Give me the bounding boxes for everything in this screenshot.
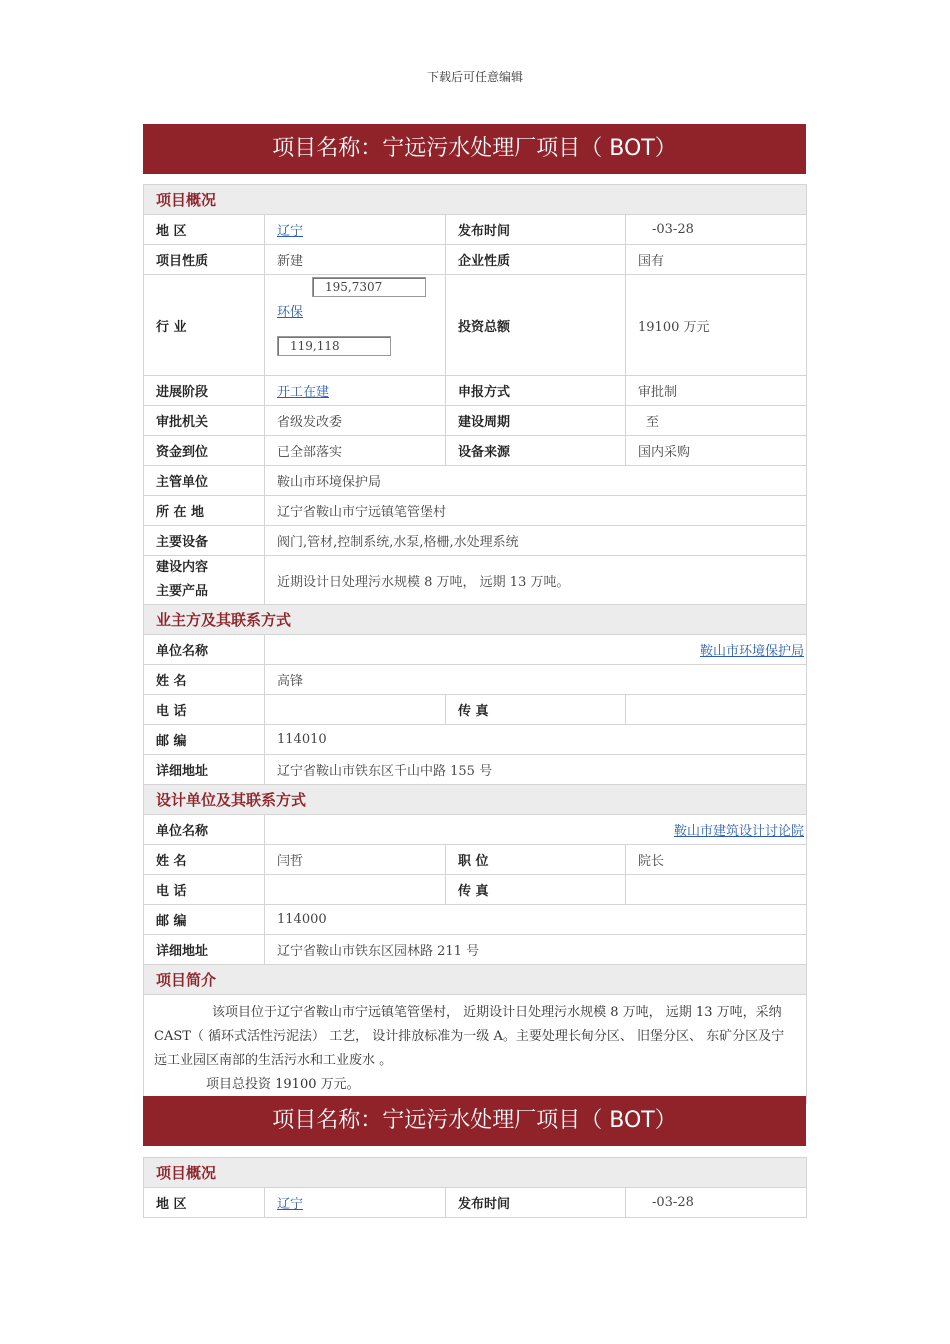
section-heading-owner: 业主方及其联系方式 — [144, 605, 807, 635]
section-heading-intro: 项目简介 — [144, 965, 807, 995]
location-label: 所 在 地 — [144, 496, 265, 526]
authority-label: 主管单位 — [144, 466, 265, 496]
section-heading-overview-repeat: 项目概况 — [144, 1158, 807, 1188]
equip-source-value: 国内采购 — [626, 436, 807, 466]
design-unit-label: 单位名称 — [144, 815, 265, 845]
design-zip-value: 114000 — [265, 905, 807, 935]
stage-label: 进展阶段 — [144, 376, 265, 406]
nature-value: 新建 — [265, 245, 446, 275]
page-header-note: 下载后可任意编辑 — [426, 70, 523, 84]
investment-label: 投资总额 — [446, 275, 626, 376]
region-link[interactable]: 辽宁 — [277, 224, 304, 239]
content-label — [144, 556, 265, 605]
design-phone-value — [265, 875, 446, 905]
owner-fax-label: 传 真 — [446, 695, 626, 725]
project-title-banner: 项目名称：宁远污水处理厂项目（ BOT） — [143, 124, 806, 174]
intro-paragraph-2: 项目总投资 19100 万元。 — [206, 1077, 360, 1092]
period-value: 至 — [626, 406, 807, 436]
owner-phone-label: 电 话 — [144, 695, 265, 725]
section-heading-overview: 项目概况 — [144, 185, 807, 215]
intro-body — [144, 995, 807, 1104]
section-heading-design: 设计单位及其联系方式 — [144, 785, 807, 815]
investment-value: 19100 万元 — [626, 275, 807, 376]
publish-time-value: -03-28 — [626, 215, 807, 245]
authority-value: 鞍山市环境保护局 — [265, 466, 807, 496]
content-label-line2: 主要产品 — [156, 584, 209, 599]
approval-label: 审批机关 — [144, 406, 265, 436]
design-fax-value — [626, 875, 807, 905]
owner-unit-link[interactable]: 鞍山市环境保护局 — [700, 644, 805, 659]
report-method-value: 审批制 — [626, 376, 807, 406]
design-unit-link[interactable]: 鞍山市建筑设计讨论院 — [674, 824, 805, 839]
design-position-label: 职 位 — [446, 845, 626, 875]
enterprise-label: 企业性质 — [446, 245, 626, 275]
region-link-repeat[interactable]: 辽宁 — [277, 1197, 304, 1212]
industry-label: 行 业 — [144, 275, 265, 376]
approval-value: 省级发改委 — [265, 406, 446, 436]
industry-code-box-2: 119,118 — [277, 336, 391, 356]
owner-phone-value — [265, 695, 446, 725]
enterprise-value: 国有 — [626, 245, 807, 275]
content-label-line1: 建设内容 — [156, 560, 209, 575]
funds-label: 资金到位 — [144, 436, 265, 466]
design-zip-label: 邮 编 — [144, 905, 265, 935]
design-phone-label: 电 话 — [144, 875, 265, 905]
publish-time-value-repeat: -03-28 — [626, 1188, 807, 1218]
industry-link[interactable]: 环保 — [277, 305, 304, 320]
nature-label: 项目性质 — [144, 245, 265, 275]
industry-cell — [265, 275, 446, 376]
owner-fax-value — [626, 695, 807, 725]
design-name-label: 姓 名 — [144, 845, 265, 875]
main-equip-value: 阀门,管材,控制系统,水泵,格栅,水处理系统 — [265, 526, 807, 556]
design-position-value: 院长 — [626, 845, 807, 875]
owner-name-value: 高锋 — [265, 665, 807, 695]
project-title-banner-repeat: 项目名称：宁远污水处理厂项目（ BOT） — [143, 1096, 806, 1146]
industry-code-box-1: 195,7307 — [312, 277, 426, 297]
owner-unit-label: 单位名称 — [144, 635, 265, 665]
region-label: 地 区 — [144, 215, 265, 245]
design-name-value: 闫哲 — [265, 845, 446, 875]
owner-zip-value: 114010 — [265, 725, 807, 755]
stage-link[interactable]: 开工在建 — [277, 385, 330, 400]
main-equip-label: 主要设备 — [144, 526, 265, 556]
funds-value: 已全部落实 — [265, 436, 446, 466]
period-label: 建设周期 — [446, 406, 626, 436]
project-info-table — [143, 184, 807, 1104]
owner-name-label: 姓 名 — [144, 665, 265, 695]
design-address-value: 辽宁省鞍山市铁东区园林路 211 号 — [265, 935, 807, 965]
content-value: 近期设计日处理污水规模 8 万吨， 远期 13 万吨。 — [265, 556, 807, 605]
owner-address-value: 辽宁省鞍山市铁东区千山中路 155 号 — [265, 755, 807, 785]
design-address-label: 详细地址 — [144, 935, 265, 965]
equip-source-label: 设备来源 — [446, 436, 626, 466]
report-method-label: 申报方式 — [446, 376, 626, 406]
intro-paragraph-1: 该项目位于辽宁省鞍山市宁远镇笔管堡村， 近期设计日处理污水规模 8 万吨， 远期 13 万吨，采纳 CAST（ 循环式活性污泥法） 工艺， 设计排放标准为一级 A。主要处理长甸分区、 旧堡分区、 东矿分区及宁远工业园区南部的生活污水和工业废水 。 — [154, 1005, 785, 1068]
region-label-repeat: 地 区 — [144, 1188, 265, 1218]
owner-address-label: 详细地址 — [144, 755, 265, 785]
owner-zip-label: 邮 编 — [144, 725, 265, 755]
publish-time-label-repeat: 发布时间 — [446, 1188, 626, 1218]
location-value: 辽宁省鞍山市宁远镇笔管堡村 — [265, 496, 807, 526]
design-fax-label: 传 真 — [446, 875, 626, 905]
publish-time-label: 发布时间 — [446, 215, 626, 245]
project-info-table-repeat — [143, 1157, 807, 1218]
